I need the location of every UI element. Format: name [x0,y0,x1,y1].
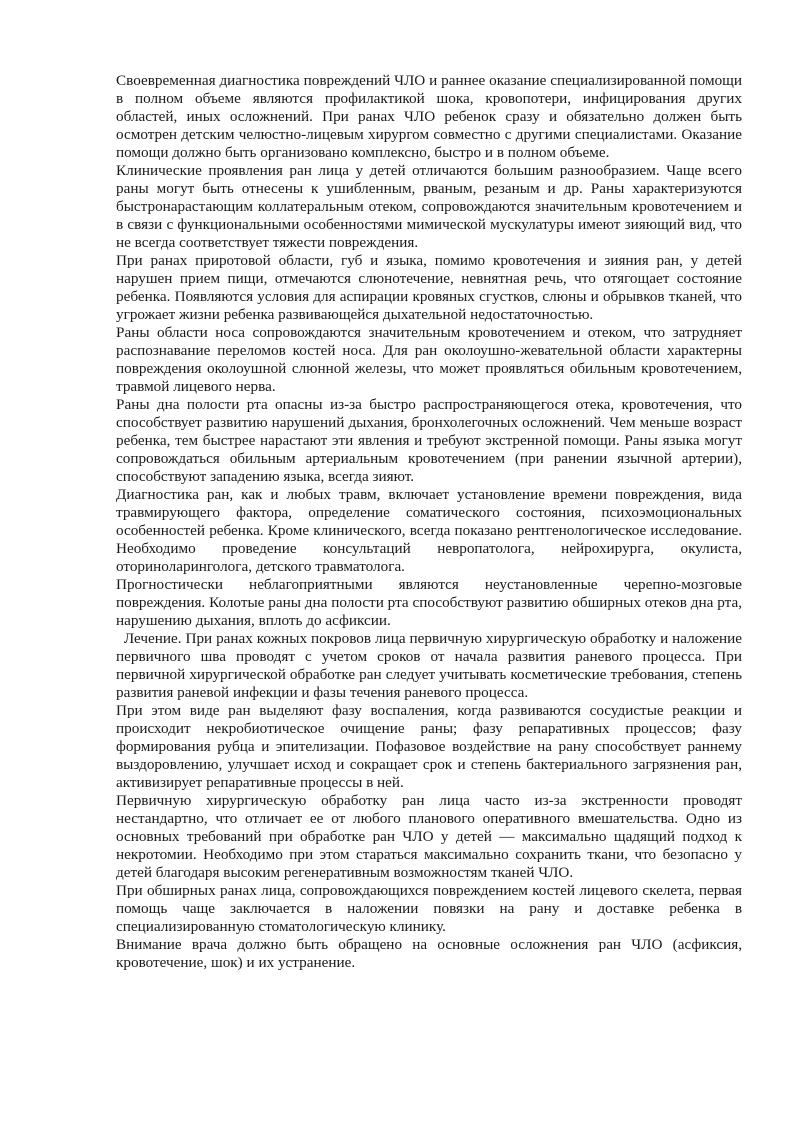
paragraph: При этом виде ран выделяют фазу воспаления, когда развиваются сосудистые реакции и происходит некробиотическое очищение раны; фазу репаративных процессов; фазу формирования рубца и эпителизации. Пофазовое воздействие на рану способствует раннему выздоровлению, улучшает исход и сокращает срок и степень бактериального загрязнения ран, активизирует репаративные процессы в ней. [116,702,742,791]
paragraph: Раны области носа сопровождаются значительным кровотечением и отеком, что затрудняет распознавание переломов костей носа. Для ран околоушно-жевательной области характерны повреждения околоушной слюнной железы, что может проявляться обильным кровотечением, травмой лицевого нерва. [116,324,742,395]
paragraph: Прогностически неблагоприятными являются неустановленные черепно-мозговые повреждения. Колотые раны дна полости рта способствуют развитию обширных отеков дна рта, нарушению дыхания, вплоть до асфиксии. [116,576,742,629]
paragraph: При обширных ранах лица, сопровождающихся повреждением костей лицевого скелета, первая помощь чаще заключается в наложении повязки на рану и доставке ребенка в специализированную стоматологическую клинику. [116,882,742,935]
paragraph: Внимание врача должно быть обращено на основные осложнения ран ЧЛО (асфиксия, кровотечение, шок) и их устранение. [116,936,742,971]
paragraph: Раны дна полости рта опасны из-за быстро распространяющегося отека, кровотечения, что способствует развитию нарушений дыхания, бронхолегочных осложнений. Чем меньше возраст ребенка, тем быстрее нарастают эти явления и требуют экстренной помощи. Раны языка могут сопровождаться обильным артериальным кровотечением (при ранении язычной артерии), способствуют западению языка, всегда зияют. [116,396,742,485]
paragraph: При ранах приротовой области, губ и языка, помимо кровотечения и зияния ран, у детей нарушен прием пищи, отмечаются слюнотечение, невнятная речь, что отягощает состояние ребенка. Появляются условия для аспирации кровяных сгустков, слюны и обрывков тканей, что угрожает жизни ребенка развивающейся дыхательной недостаточностью. [116,252,742,323]
paragraph: Первичную хирургическую обработку ран лица часто из-за экстренности проводят нестандартно, что отличает ее от любого планового оперативного вмешательства. Одно из основных требований при обработке ран ЧЛО у детей — максимально щадящий подход к некротомии. Необходимо при этом стараться максимально сохранить ткани, что безопасно у детей благодаря высоким регенеративным возможностям тканей ЧЛО. [116,792,742,881]
document-body [116,72,742,972]
paragraph-treatment: Лечение. При ранах кожных покровов лица первичную хирургическую обработку и наложение первичного шва проводят с учетом сроков от начала развития раневого процесса. При первичной хирургической обработке ран следует учитывать косметические требования, степень развития раневой инфекции и фазы течения раневого процесса. [116,630,742,701]
paragraph: Диагностика ран, как и любых травм, включает установление времени повреждения, вида травмирующего фактора, определение соматического состояния, психоэмоциональных особенностей ребенка. Кроме клинического, всегда показано рентгенологическое исследование. Необходимо проведение консультаций невропатолога, нейрохирурга, окулиста, оториноларинголога, детского травматолога. [116,486,742,575]
paragraph: Своевременная диагностика повреждений ЧЛО и раннее оказание специализированной помощи в полном объеме являются профилактикой шока, кровопотери, инфицирования других областей, иных осложнений. При ранах ЧЛО ребенок сразу и обязательно должен быть осмотрен детским челюстно-лицевым хирургом совместно с другими специалистами. Оказание помощи должно быть организовано комплексно, быстро и в полном объеме. [116,72,742,161]
paragraph: Клинические проявления ран лица у детей отличаются большим разнообразием. Чаще всего раны могут быть отнесены к ушибленным, рваным, резаным и др. Раны характеризуются быстронарастающим коллатеральным отеком, сопровождаются значительным кровотечением и в связи с функциональными особенностями мимической мускулатуры имеют зияющий вид, что не всегда соответствует тяжести повреждения. [116,162,742,251]
